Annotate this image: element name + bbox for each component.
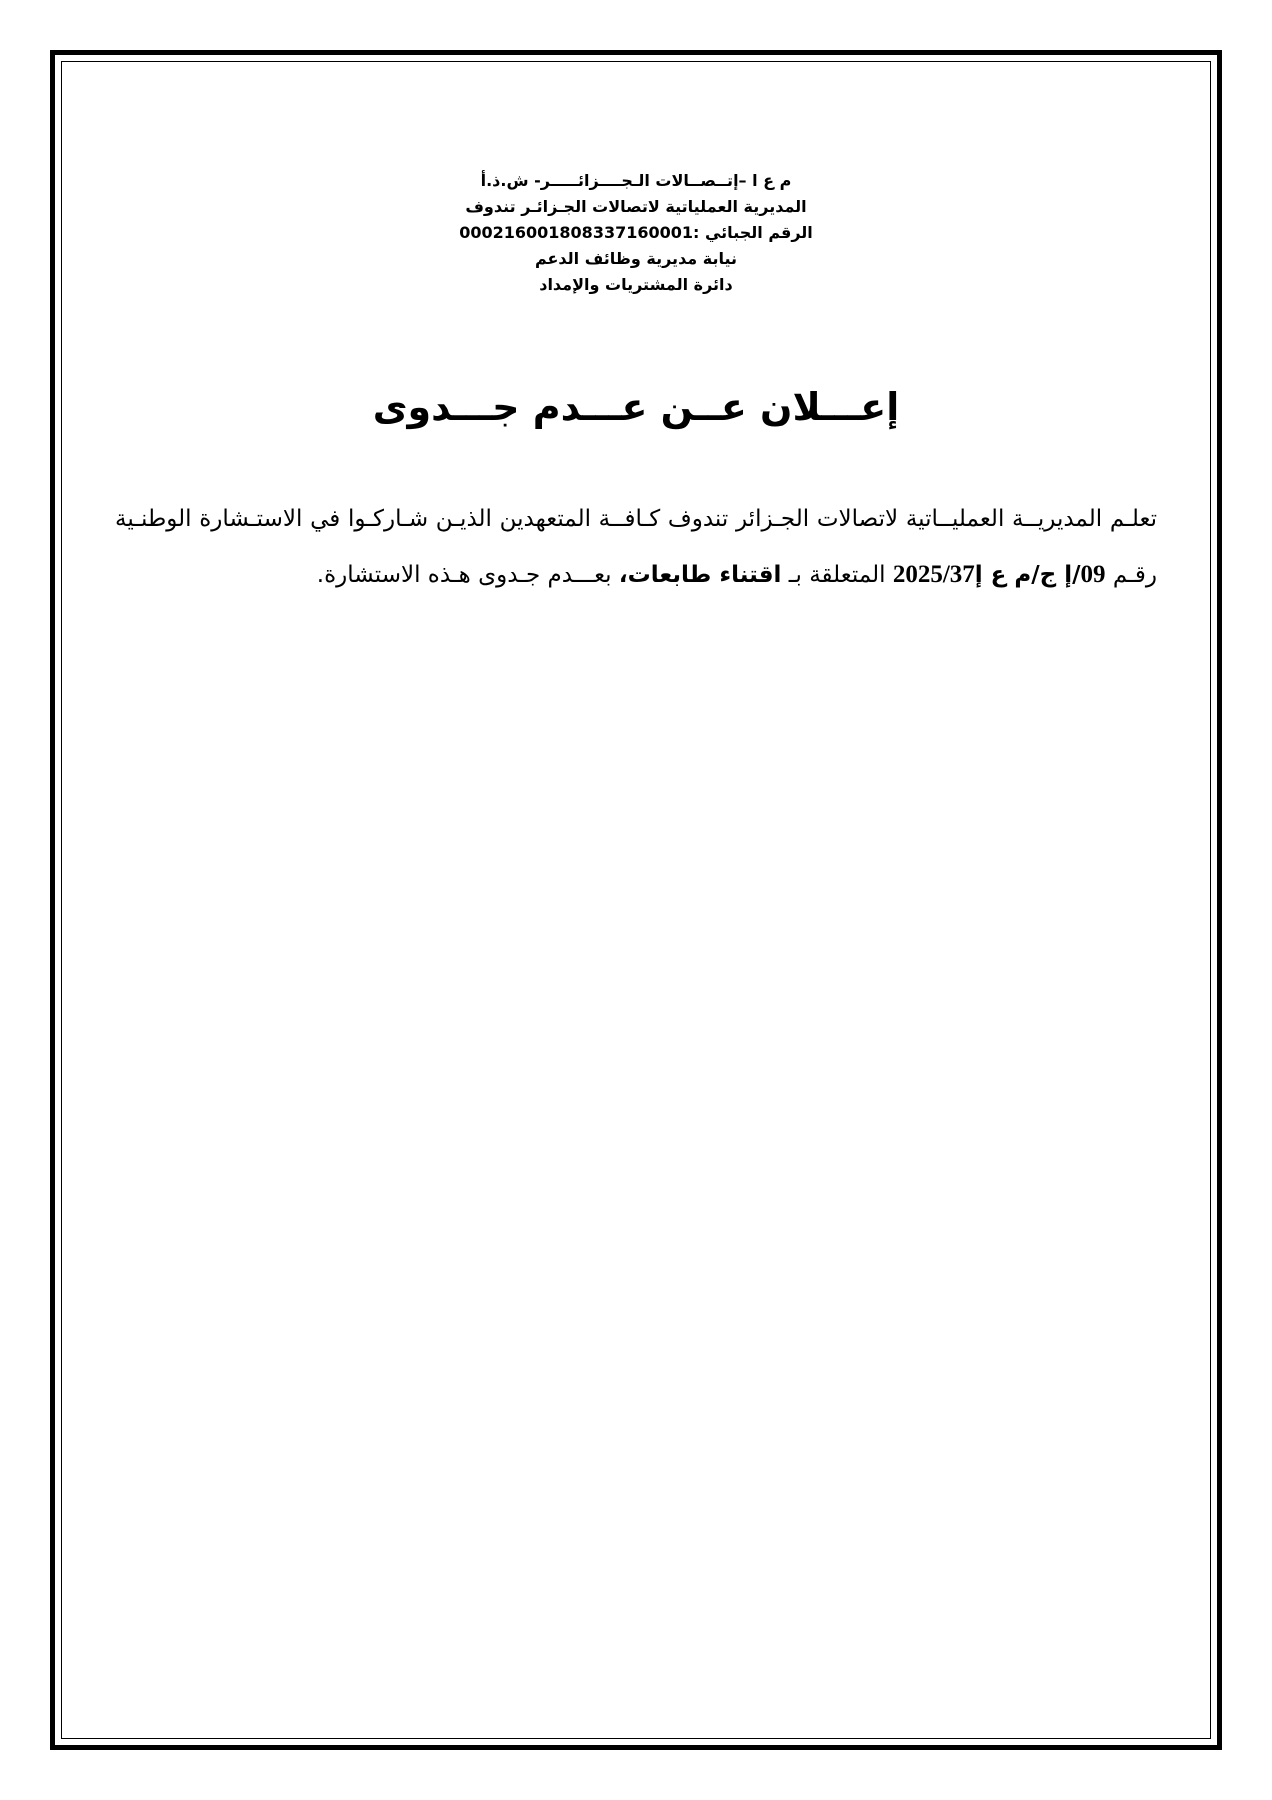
header-tax-number: 000216001808337160001 — [459, 223, 694, 242]
body-intro: تعلـم المديريــة العمليــاتية لاتصالات الجـزائر تندوف كـافــة المتعهدين الذيـن شـاركـوا في الاستـشارة الوطنـية رقـم — [115, 506, 1157, 588]
body-ref-year: 2025/37 — [892, 561, 975, 588]
body-conclusion: بعـــدم جـدوى هـذه الاستشارة. — [316, 562, 619, 588]
header-tax-number-line — [0, 220, 1272, 246]
body-connector: المتعلقة بـ — [781, 562, 893, 588]
body-subject: اقتناء طابعات، — [618, 562, 782, 588]
header-company-line: م ع ا –إتــصــالات الـجــــزائـــــر- ش.ذ.أ — [480, 171, 792, 190]
body-ref-number: 09 — [1080, 561, 1106, 588]
announcement-body — [115, 492, 1157, 603]
page-border-outer — [50, 50, 1222, 1750]
header-tax-label: الرقم الجبائي : — [693, 223, 813, 242]
header-department-line: دائرة المشتريات والإمداد — [539, 275, 733, 294]
body-ref-separator: /إ ج/م ع إ — [974, 562, 1081, 588]
header-directorate-line: المديرية العملياتية لاتصالات الجـزائـر تندوف — [465, 197, 807, 216]
document-header — [0, 168, 1272, 298]
page-border-inner — [61, 61, 1211, 1739]
header-sub-directorate-line: نيابة مديرية وظائف الدعم — [534, 249, 738, 268]
announcement-title: إعـــلان عــن عـــدم جـــدوى — [372, 385, 900, 429]
